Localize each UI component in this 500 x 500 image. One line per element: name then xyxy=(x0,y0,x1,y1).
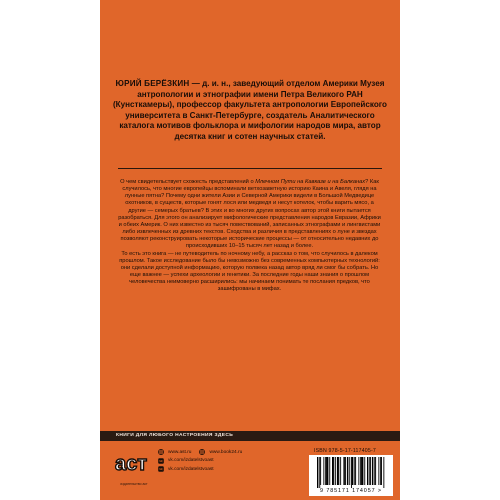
isbn-label: ISBN 978-5-17-117405-7 xyxy=(314,448,376,454)
contact-link[interactable]: www.ast.ru xyxy=(168,449,192,455)
barcode-bar xyxy=(351,457,352,488)
barcode-bar xyxy=(317,457,318,488)
barcode-bar xyxy=(344,457,345,485)
barcode-bar xyxy=(352,457,353,485)
barcode-bar xyxy=(354,457,355,485)
barcode-bar xyxy=(338,457,339,485)
barcode-bar xyxy=(378,457,379,485)
barcode xyxy=(309,455,393,496)
barcode-bar xyxy=(383,457,384,488)
book-description xyxy=(117,179,382,294)
tagline-text: КНИГИ ДЛЯ ЛЮБОГО НАСТРОЕНИЯ ЗДЕСЬ xyxy=(116,433,234,438)
barcode-bar xyxy=(337,457,338,485)
barcode-bar xyxy=(320,457,321,485)
barcode-bar xyxy=(381,457,382,485)
author-bio xyxy=(108,79,392,143)
description-paragraph-2: То есть это книга — не путеводитель по ночному небу, а рассказ о том, что случилось в далеком прошлом. Такое исследование было бы невозможно без современных компьютерных технологий: они сделали доступной информацию, которую полвека назад автор вряд ли смог бы собрать. Но еще важнее — успехи археологии и генетики. За последние годы наши знания о прошлом человечества неимоверно расширились: мы начинаем понимать те послания предков, что зашифрованы в мифах. xyxy=(119,250,380,293)
barcode-bar xyxy=(355,457,356,485)
barcode-bar xyxy=(325,457,326,485)
contact-link[interactable]: vk.com/izdatelstvoast xyxy=(168,458,214,464)
author-bio-text: — д. и. н., заведующий отделом Америки Музея антропологии и этнографии имени Петра Великого РАН (Кунсткамеры), профессор факультета антропологии Европейского университета в Санкт-Петербурге, создатель Аналитического каталога мотивов фольклора и мифологии народов мира, автор десятка книг и сотен научных статей. xyxy=(112,79,388,141)
emphasis: Млечном Пути на Кавказе и на Балканах xyxy=(255,179,366,185)
barcode-bar xyxy=(333,457,334,485)
barcode-bar xyxy=(372,457,373,485)
barcode-bar xyxy=(358,457,359,485)
barcode-bars xyxy=(317,457,385,488)
vk-icon xyxy=(158,458,164,464)
barcode-bar xyxy=(327,457,328,485)
barcode-bar xyxy=(340,457,341,485)
barcode-bar xyxy=(326,457,327,485)
contact-link[interactable]: vk.com/izdatelstvoast xyxy=(168,466,214,472)
barcode-bar xyxy=(374,457,375,485)
book-back-cover xyxy=(100,0,400,500)
barcode-bar xyxy=(345,457,346,485)
globe-icon xyxy=(158,449,164,455)
barcode-bar xyxy=(319,457,320,488)
barcode-bar xyxy=(329,457,330,485)
barcode-bar xyxy=(343,457,344,485)
description-paragraph-1: О чем свидетельствует схожесть представлений о Млечном Пути на Кавказе и на Балканах? Как случилось, что многие европейцы вспоминали ветхозаветную историю Каина и Авеля, глядя на лунные пятна? Почему одни жители Азии и Северной Америки видели в Большой Медведице охотников, в существ, которые гонят лося или медведя и несут котелок, чтобы варить мясо, а другие — семерых братьев? В этих и во многих других вопросах автор этой книги пытается разобраться. Для этого он анализирует мифологические представления народов Евразии, Африки и обеих Америк. О них известно из тысяч повествований, записанных этнографами и лингвистами либо извлеченных из древних текстов. Сходства и различия в представлениях о луне и звездах позволяют реконструировать некоторые исторические процессы — от относительно недавних до происходивших 10–15 тысяч лет назад и более. xyxy=(118,179,381,250)
author-name: ЮРИЙ БЕРЁЗКИН xyxy=(115,79,190,88)
publisher-contacts xyxy=(158,448,288,474)
barcode-bar xyxy=(370,457,371,485)
barcode-bar xyxy=(364,457,365,485)
contact-row xyxy=(158,465,288,474)
barcode-bar xyxy=(332,457,333,485)
contact-link[interactable]: www.book24.ru xyxy=(209,449,243,455)
barcode-bar xyxy=(361,457,362,485)
publisher-note: издательство аст xyxy=(120,482,148,486)
barcode-bar xyxy=(360,457,361,485)
vk-icon xyxy=(158,466,164,472)
barcode-bar xyxy=(362,457,363,485)
barcode-bar xyxy=(349,457,350,485)
barcode-bar xyxy=(335,457,336,485)
contact-row xyxy=(158,457,288,466)
barcode-bar xyxy=(323,457,324,485)
globe-icon xyxy=(199,449,205,455)
barcode-bar xyxy=(347,457,348,485)
barcode-digits: 9 785171 174057 > xyxy=(320,488,382,494)
barcode-bar xyxy=(380,457,381,485)
divider xyxy=(118,168,382,169)
contact-row xyxy=(158,448,288,457)
barcode-bar xyxy=(367,457,368,485)
svg-text:аст: аст xyxy=(115,453,148,475)
barcode-bar xyxy=(375,457,376,485)
tagline-strip xyxy=(100,431,400,441)
barcode-bar xyxy=(369,457,370,485)
publisher-logo xyxy=(114,446,150,480)
